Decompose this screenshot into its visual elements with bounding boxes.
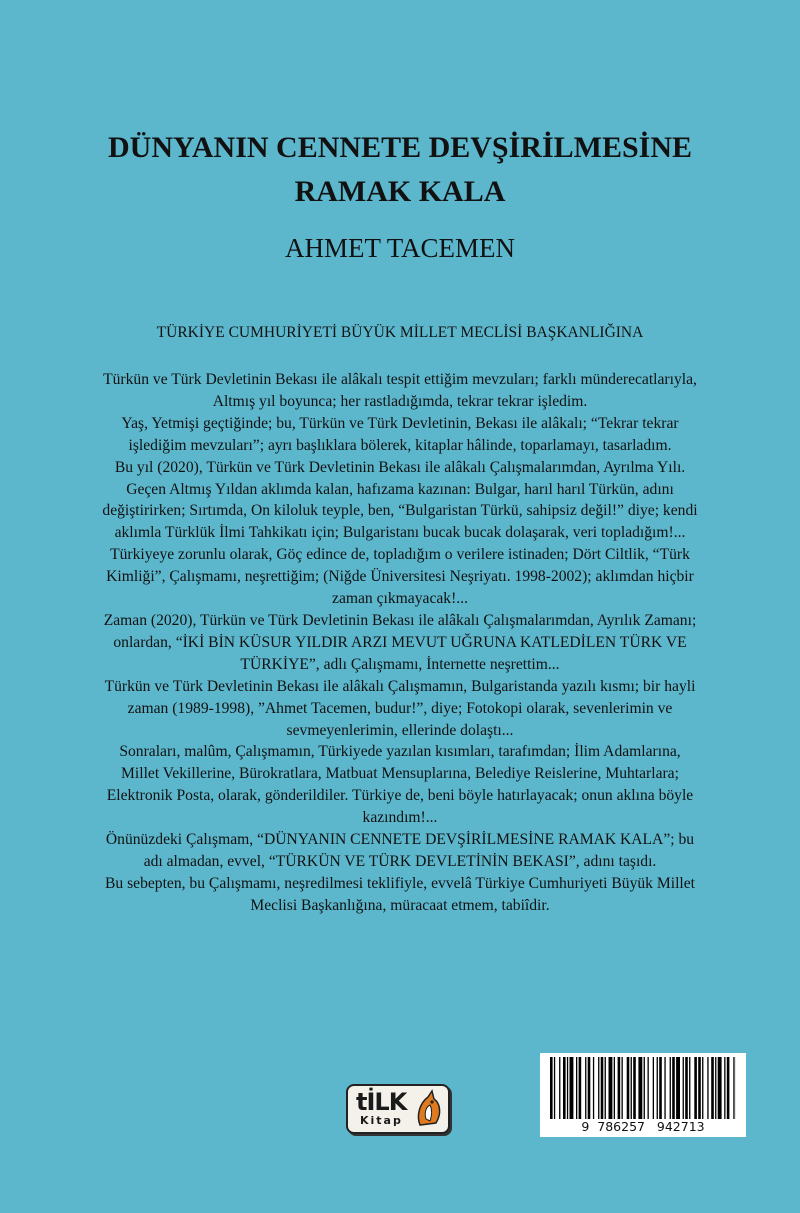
barcode-bar [567,1057,568,1119]
blurb-line: Türkün ve Türk Devletinin Bekası ile alâkalı Çalışmamın, Bulgaristanda yazılı kısmı; bir hayli [104,677,696,695]
barcode-bar [664,1057,665,1119]
barcode-bar [702,1057,703,1119]
barcode-bar [733,1057,734,1119]
publisher-logo [346,1084,450,1134]
barcode-bar [593,1057,594,1119]
barcode-bars [550,1057,736,1119]
blurb-line: Önünüzdeki Çalışmam, “DÜNYANIN CENNETE DEVŞİRİLMESİNE RAMAK KALA”; bu [105,831,695,849]
barcode-bar [670,1057,671,1119]
publisher-logo-sub: Kitap [360,1114,403,1127]
barcode-bar [676,1057,680,1119]
barcode-bar [614,1057,615,1119]
barcode-bar [657,1057,658,1119]
blurb-line: Meclisi Başkanlığına, müracaat etmem, tabiîdir. [250,896,550,914]
barcode-bar [554,1057,555,1119]
isbn-digits: 9 786257 942713 [581,1119,705,1134]
blurb-line: Zaman (2020), Türkün ve Türk Devletinin Bekası ile alâkalı Çalışmalarımdan, Ayrılık Zamanı; [103,611,697,629]
blurb-line: Bu sebepten, bu Çalışmamı, neşredilmesi teklifiyle, evvelâ Türkiye Cumhuriyeti Büyük Millet [104,874,695,892]
barcode-bar [579,1057,582,1119]
barcode-bar [715,1057,716,1119]
blurb-line: Elektronik Posta, olarak, gönderildiler. Türkiye de, beni böyle hatırlayacak; onun aklına böyle [106,787,694,805]
barcode-bar [609,1057,613,1119]
blurb-line: Altmış yıl boyunca; her rastladığımda, tekrar tekrar işledim. [212,392,588,410]
blurb-line: Yaş, Yetmişi geçtiğinde; bu, Türkün ve Türk Devletinin, Bekası ile alâkalı; “Tekrar tekrar [121,414,679,432]
barcode-bar [685,1057,688,1119]
barcode-bar [631,1057,632,1119]
barcode-bar [618,1057,621,1119]
blurb-line: Türkün ve Türk Devletinin Bekası ile alâkalı tespit ettiğim mevzuları; farklı münderecatlarıyla, [103,371,697,388]
barcode-bar [585,1057,586,1119]
blurb-line: sevmeyenlerimin, ellerinde dolaştı... [286,721,514,739]
barcode-bar [711,1057,714,1119]
barcode-bar [653,1057,654,1119]
blurb-line: Sonraları, malûm, Çalışmamın, Türkiyede yazılan kısımları, tarafımdan; İlim Adamlarına, [119,743,681,761]
barcode-bar [727,1057,730,1119]
barcode-bar [588,1057,591,1119]
barcode-bar [707,1057,708,1119]
barcode-bar [638,1057,642,1119]
barcode-bar [683,1057,684,1119]
book-title-line-2: RAMAK KALA [294,175,506,208]
blurb-line: adı almadan, evvel, “TÜRKÜN VE TÜRK DEVLETİNİN BEKASI”, adını taşıdı. [143,852,657,870]
barcode-bar [576,1057,577,1119]
book-title-line-1: DÜNYANIN CENNETE DEVŞİRİLMESİNE [107,131,693,164]
barcode-bar [601,1057,604,1119]
barcode-bar [698,1057,701,1119]
recipient-heading: TÜRKİYE CUMHURİYETİ BÜYÜK MİLLET MECLİSİ BAŞKANLIĞINA [156,324,644,341]
barcode-bar [563,1057,566,1119]
blurb-line: Geçen Altmış Yıldan aklımda kalan, hafızama kazınan: Bulgar, harıl harıl Türkün, adını [126,480,674,498]
blurb-line: aklımla Türklük İlmi Tahkikatı için; Bulgaristanı bucak bucak dolaşarak, veri topladığım!... [114,524,686,542]
barcode-bar [550,1057,553,1119]
blurb-line: Türkiyeye zorunlu olarak, Göç edince de, topladığım o verilere istinaden; Dört Ciltlik, “Türk [110,546,690,564]
barcode-bar [559,1057,560,1119]
barcode-bar [689,1057,690,1119]
book-title [0,126,800,214]
barcode-bar [627,1057,630,1119]
barcode-bar [622,1057,623,1119]
barcode-bar [718,1057,722,1119]
blurb-line: Millet Vekillerine, Bürokratlara, Matbuat Mensuplarına, Belediye Reislerine, Muhtarlara; [121,765,679,783]
barcode-bar [724,1057,725,1119]
blurb-line: Bu yıl (2020), Türkün ve Türk Devletinin Bekası ile alâkalı Çalışmalarımdan, Ayrılma Yılı. [114,458,686,476]
barcode-bar [570,1057,574,1119]
blurb-line: TÜRKİYE”, adlı Çalışmamı, İnternette neşrettim... [240,655,560,673]
blurb-line: onlardan, “İKİ BİN KÜSUR YILDIR ARZI MEVUT UĞRUNA KATLEDİLEN TÜRK VE [113,633,687,651]
barcode-bar [648,1057,649,1119]
barcode-bar [598,1057,599,1119]
barcode-bar [633,1057,636,1119]
barcode-bar [605,1057,606,1119]
blurb-line: zaman çıkmayacak!... [332,590,468,608]
blurb-text [40,369,760,917]
blurb-line: işlediğim mevzuları”; ayrı başlıklara bölerek, kitaplar hâlinde, toparlamayı, tasarladım. [128,436,672,454]
isbn-barcode [540,1053,746,1137]
fox-icon [414,1089,444,1129]
author-name: AHMET TACEMEN [284,233,516,263]
blurb-line: zaman (1989-1998), ”Ahmet Tacemen, budur!”, diye; Fotokopi olarak, sevenlerimin ve [127,699,673,717]
blurb-line: kazındım!... [362,809,438,827]
blurb-line: Kimliği”, Çalışmamı, neşrettiğim; (Niğde Üniversitesi Neşriyatı. 1998-2002); aklımdan hiçbir [106,568,694,586]
barcode-bar [644,1057,645,1119]
blurb-line: değiştirirken; Sırtımda, On kiloluk teyple, ben, “Bulgaristan Türkü, sahipsiz değil!” diye; kendi [102,502,698,520]
barcode-bar [659,1057,662,1119]
barcode-bar [672,1057,675,1119]
barcode-bar [694,1057,697,1119]
publisher-logo-word: tİLK [356,1088,407,1116]
